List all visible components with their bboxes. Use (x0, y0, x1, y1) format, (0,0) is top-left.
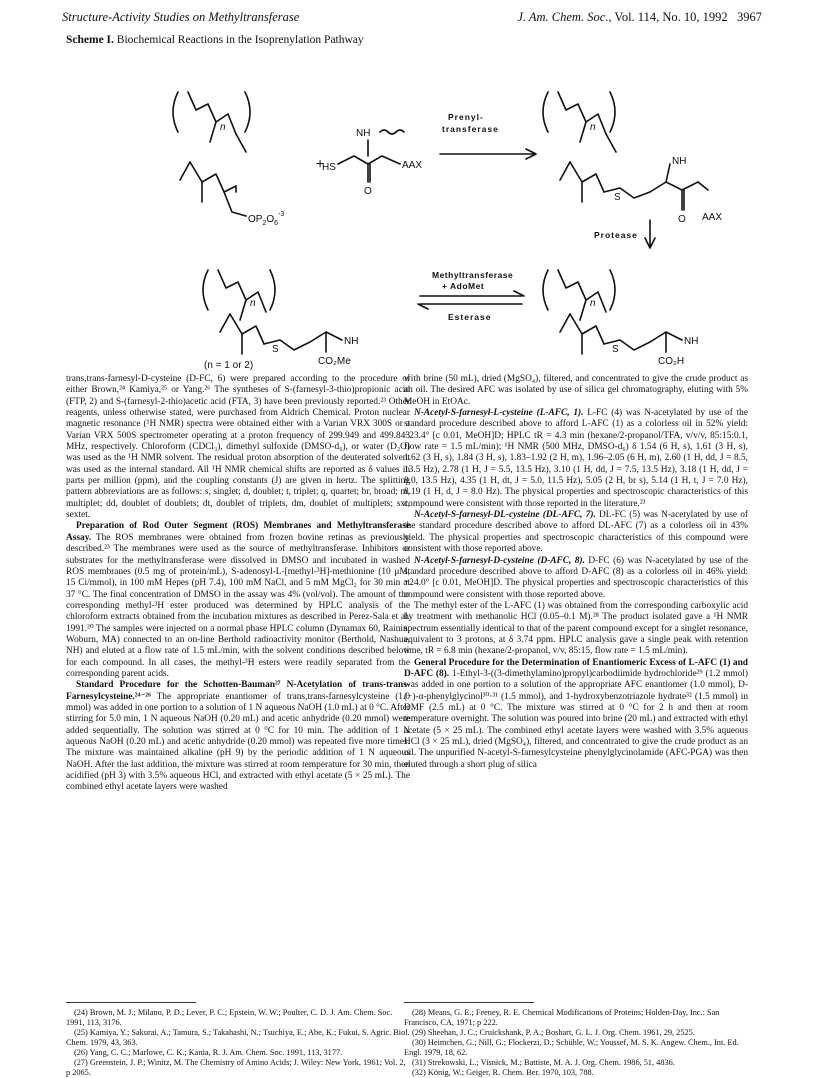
paragraph (404, 408, 748, 510)
carbonyl-o-2: O (678, 214, 686, 225)
cysteine-peptide-structure (338, 130, 404, 182)
hs-label: HS (322, 162, 336, 173)
running-title: Structure-Activity Studies on Methyltransferase (62, 10, 300, 24)
n-label-1: n (220, 122, 226, 133)
adomet-label: + AdoMet (442, 281, 485, 291)
protease-label: Protease (594, 230, 638, 240)
paragraph (66, 374, 410, 521)
paragraph-heading: N-Acetyl-S-farnesyl-D-cysteine (D-AFC, 8). (414, 555, 585, 566)
aax-label-1: AAX (402, 160, 423, 171)
farnesyl-pyrophosphate-structure (173, 92, 250, 216)
s-label-2: S (612, 344, 619, 355)
paragraph-heading: Preparation of Rod Outer Segment (ROS) Membranes and Methyltransferase Assay. (66, 521, 410, 543)
methyltransferase-label: Methyltransferase (432, 270, 514, 280)
n-label-3: n (590, 298, 596, 309)
paragraph-text: L-FC (4) was N-acetylated by use of the standard procedure described above to afford L-AFC (1) as a colorless oil in 52% yield: −23.4° [c 0.01, MeOH]D; HPLC tR = 4.3 min (hexane/2-propanol/TFA, v/v/v, 85:15:0.1, flow rate = 1.5 mL/min); ¹H NMR (500 MHz, DMSO-d₆) δ 1.54 (6 H, s), 1.61 (3 H, s), 1.62 (3 H, s), 1.84 (3 H, s), 1.83–1.92 (2 H, m), 1.96–2.05 (6 H, m), 2.60 (1 H, dd, J = 8.5, 13.5 Hz), 2.78 (1 H, J = 5.5, 13.5 Hz), 3.10 (1 H, dd, J = 7.5, 13.5 Hz), 3.18 (1 H, dd, J = 8.0, 13.5 Hz), 4.35 (1 H, dt, J = 5.0, 11.5 Hz), 5.05 (2 H, br s), 5.14 (1 H, t, J = 7.0 Hz), 8.19 (1 H, d, J = 8.0 Hz). The physical properties and spectroscopic characteristics of this compound were consistent with those reported in the literature.²³ (404, 408, 748, 509)
opp-label: $OP_2O_6^{-3}$ (248, 211, 285, 227)
paragraph-text: D-FC (6) was N-acetylated by use of the standard procedure described above to afford D-AFC (8) as a colorless oil in 46% yield: +24.0° [c 0.01, MeOH]D. The physical properties and spectroscopic characteristics of this compound were consistent with those reported above. (404, 555, 748, 600)
paragraph-text: DL-FC (5) was N-acetylated by use of the standard procedure described above to afford DL-AFC (7) as a colorless oil in 43% yield. The physical properties and spectroscopic characteristics of this compound were consistent with those reported above. (404, 510, 748, 555)
paragraph-text: The ROS membranes were obtained from frozen bovine retinas as previously described.²³ The membranes were used as the source of methyltransferase. Inhibitors or substrates for the methyltransferase were dissolved in DMSO and incubated in washed ROS membranes (0.5 mg of protein/mL), S-adenosyl-L-[methyl-³H]-methionine (10 μM, 15 Ci/mmol), in 100 mM Hepes (pH 7.4), 100 mM NaCl, and 5 mM MgCl₂ for 30 min at 37 °C. The final concentration of DMSO in the assay was 4% (vol/vol). The amount of the corresponding methyl-³H ester produced was determined by HPLC analysis of the chloroform extracts obtained from the incubation mixtures as described in Perez-Sala et al. 1991.²⁰ The samples were injected on a normal phase HPLC column (Dynamax 60, Rainin, Woburn, MA) connected to an on-line Berthold radioactivity monitor (Berthold, Nashua, NH) and eluted at a flow rate of 1.5 mL/min, with the solvent conditions described below for each compound. In all cases, the methyl-³H esters were readily separated from the corresponding parent acids. (66, 532, 410, 679)
scheme-label: Scheme I. (66, 34, 114, 46)
journal-name: J. Am. Chem. Soc. (517, 10, 609, 24)
n-label-2: n (590, 122, 596, 133)
nh-label-4: NH (344, 336, 359, 347)
prenyltransferase-label-line2: transferase (442, 124, 499, 134)
s-label-3: S (272, 344, 279, 355)
reference-item: (30) Heimchen, G.; Nill, G.; Flockerzi, D.; Schühle, W.; Youssef, M. S. K. Angew. Chem., Int. Ed. Engl. 1979, 18, 62. (404, 1038, 739, 1057)
paragraph-text: with brine (50 mL), dried (MgSO₄), filtered, and concentrated to give the crude product as an oil. The desired AFC was isolated by use of silica gel chromatography, eluting with 5% MeOH in EtOAc. (404, 374, 748, 407)
co2me-label: CO₂Me (318, 356, 351, 367)
paragraph-heading: N-Acetyl-S-farnesyl-DL-cysteine (DL-AFC, 7). (414, 510, 596, 521)
n-label-4: n (250, 298, 256, 309)
scheme-title: Biochemical Reactions in the Isoprenylation Pathway (116, 34, 364, 46)
paragraph (404, 556, 748, 601)
paragraph-text: The appropriate enantiomer of trans,trans-farnesylcysteine (1.0 mmol) was added in one portion to a solution of 1 N aqueous NaOH (1.0 mL) at 0 °C. After stirring for 5.0 min, 1 N aqueous NaOH (0.20 mL) and acetic anhydride (0.20 mmol) were added sequentially. The solution was stirred at 0 °C for 10 min. The addition of 1 N aqueous NaOH (0.20 mL) and acetic anhydride (0.20 mmol) was repeated five more times. The mixture was maintained alkaline (pH 9) by the periodic addition of 1 N aqueous NaOH. After the last addition, the mixture was stirred at room temperature for 30 min, then acidified (pH 3) with 3.5% aqueous HCl, and extracted with ethyl acetate (5 × 25 mL). The combined ethyl acetate layers were washed (66, 691, 410, 793)
reference-item: (24) Brown, M. J.; Milano, P. D.; Lever, P. C.; Epstein, W. W.; Poulter, C. D. J. Am. Chem. Soc. 1991, 113, 3176. (66, 1008, 393, 1027)
reference-item: (25) Kamiya, Y.; Sakurai, A.; Tamura, S.; Takahashi, N.; Tsuchiya, E.; Abe, K.; Fukui, S. Agric. Biol. Chem. 1979, 43, 363. (66, 1028, 410, 1047)
paragraph (404, 658, 748, 771)
paragraph (66, 521, 410, 680)
n-values-note: (n = 1 or 2) (204, 360, 254, 371)
prenylcysteine-methyl-ester-structure (203, 270, 342, 354)
paragraph (66, 680, 410, 793)
nh-label-3: NH (684, 336, 699, 347)
running-header (62, 10, 762, 28)
isoprenylation-scheme (150, 52, 760, 372)
footnote-rule-right (404, 1002, 534, 1003)
paragraph-heading: General Procedure for the Determination of Enantiomeric Excess of L-AFC (1) and D-AFC (8). (404, 657, 748, 679)
plus-sign: + (316, 155, 325, 171)
reference-item: (27) Greenstein, J. P.; Winitz, M. The Chemistry of Amino Acids; J. Wiley: New York, 1961; Vol. 2, p 2065. (66, 1058, 406, 1077)
reference-item: (26) Yang, C. C.; Marlowe, C. K.; Kania, R. J. Am. Chem. Soc. 1991, 113, 3177. (74, 1048, 343, 1057)
prenyltransferase-label-line1: Prenyl- (448, 112, 484, 122)
aax-label-2: AAX (702, 212, 723, 223)
journal-volume: , Vol. 114, No. 10, 1992 (608, 10, 728, 24)
right-column (404, 374, 748, 771)
carbonyl-o-1: O (364, 186, 372, 197)
paragraph-text: The methyl ester of the L-AFC (1) was obtained from the corresponding carboxylic acid by treatment with methanolic HCl (0.05–0.1 M).²⁸ The product isolated gave a ¹H NMR spectrum essentially identical to that of the parent compound except for a singlet resonance, equivalent to 3 protons, at δ 3.74 ppm. HPLC analysis gave a single peak with retention time, tR = 6.8 min (hexane/2-propanol, v/v, 85:15, flow rate = 1.5 mL/min). (404, 600, 748, 657)
reference-item: (29) Sheehan, J. C.; Cruickshank, P. A.; Boshart, G. L. J. Org. Chem. 1961, 29, 2525. (412, 1028, 695, 1037)
nh-label-2: NH (672, 156, 687, 167)
s-label-1: S (614, 192, 621, 203)
co2h-label: CO₂H (658, 356, 685, 367)
journal-citation (517, 10, 762, 25)
footnote-rule-left (66, 1002, 196, 1003)
left-column (66, 374, 410, 794)
paragraph-text: 1-Ethyl-3-((3-dimethylamino)propyl)carbodiimide hydrochloride²⁹ (1.2 mmol) was added in one portion to a solution of the appropriate AFC enantiomer (1.0 mmol), D-(−)-α-phenylglycinol³⁰·³¹ (1.5 mmol), and 1-hydroxybenzotriazole hydrate³² (1.5 mmol) in DMF (2.5 mL) at 0 °C. The mixture was stirred at 0 °C for 2 h and then at room temperature overnight. The solution was poured into brine (20 mL) and extracted with ethyl acetate (5 × 25 mL). The combined ethyl acetate layers were washed with 3.5% aqueous HCl (3 × 25 mL), dried (MgSO₄), filtered, and concentrated to give the crude product as an oil. The unpurified N-acetyl-S-farnesylcysteine phenylglycinolamide (AFC-PGA) was then eluted through a short plug of silica (404, 668, 748, 770)
paragraph (404, 510, 748, 555)
prenylcysteine-acid-structure (543, 270, 682, 354)
reference-item: (28) Means, G. E.; Feeney, R. E. Chemical Modifications of Proteins; Holden-Day, Inc.: San Francisco, CA, 1971; p 222. (404, 1008, 720, 1027)
scheme-caption (66, 34, 364, 46)
reference-item: (32) König, W.; Geiger, R. Chem. Ber. 1970, 103, 788. (412, 1068, 594, 1077)
paragraph (404, 601, 748, 658)
reference-item: (31) Strekowski, L.; Visnick, M.; Battiste, M. A. J. Org. Chem. 1986, 51, 4836. (412, 1058, 675, 1067)
paragraph-text: trans,trans-farnesyl-D-cysteine (D-FC, 6) were prepared according to the procedure of either Brown,²⁴ Kamiya,²⁵ or Yang.²⁶ The syntheses of S-(farnesyl-3-thio)propionic acid (FTP, 2) and S-(farnesyl-2-thio)acetic acid (FTA, 3) have been previously reported.²³ Other reagents, unless otherwise stated, were purchased from Aldrich Chemical. Proton nuclear magnetic resonance (¹H NMR) spectra were obtained either with a Varian VRX 300S or a Varian VRX 500S spectrometer operating at a proton frequency of 299.949 and 499.843 MHz, respectively. Chloroform (CDCl₃), dimethyl sulfoxide (DMSO-d₆), or water (D₂O) was used as the ¹H NMR solvent. The residual proton absorption of the deuterated solvent was used as the internal standard. All ¹H NMR chemical shifts are reported as δ values in parts per million (ppm), and the coupling constants (J) are given in hertz. The splitting pattern abbreviations are as follows: s, singlet; d, doublet; t, triplet; q, quartet; br, broad; m, multiplet; dd, doublet of doublets; dt, doublet of triplets, dm, doublet of multiplets; sxt, sextet. (66, 374, 410, 521)
farnesylated-protein-structure (543, 92, 708, 210)
paragraph-heading: N-Acetyl-S-farnesyl-L-cysteine (L-AFC, 1). (414, 408, 584, 419)
esterase-label: Esterase (448, 312, 492, 322)
paragraph (404, 374, 748, 408)
nh-label-1: NH (356, 128, 371, 139)
page-number: 3967 (737, 10, 762, 24)
paragraph-heading: Standard Procedure for the Schotten-Bauman²⁷ N-Acetylation of trans-trans-Farnesylcysteine.²⁴⁻²⁶ (66, 680, 410, 702)
